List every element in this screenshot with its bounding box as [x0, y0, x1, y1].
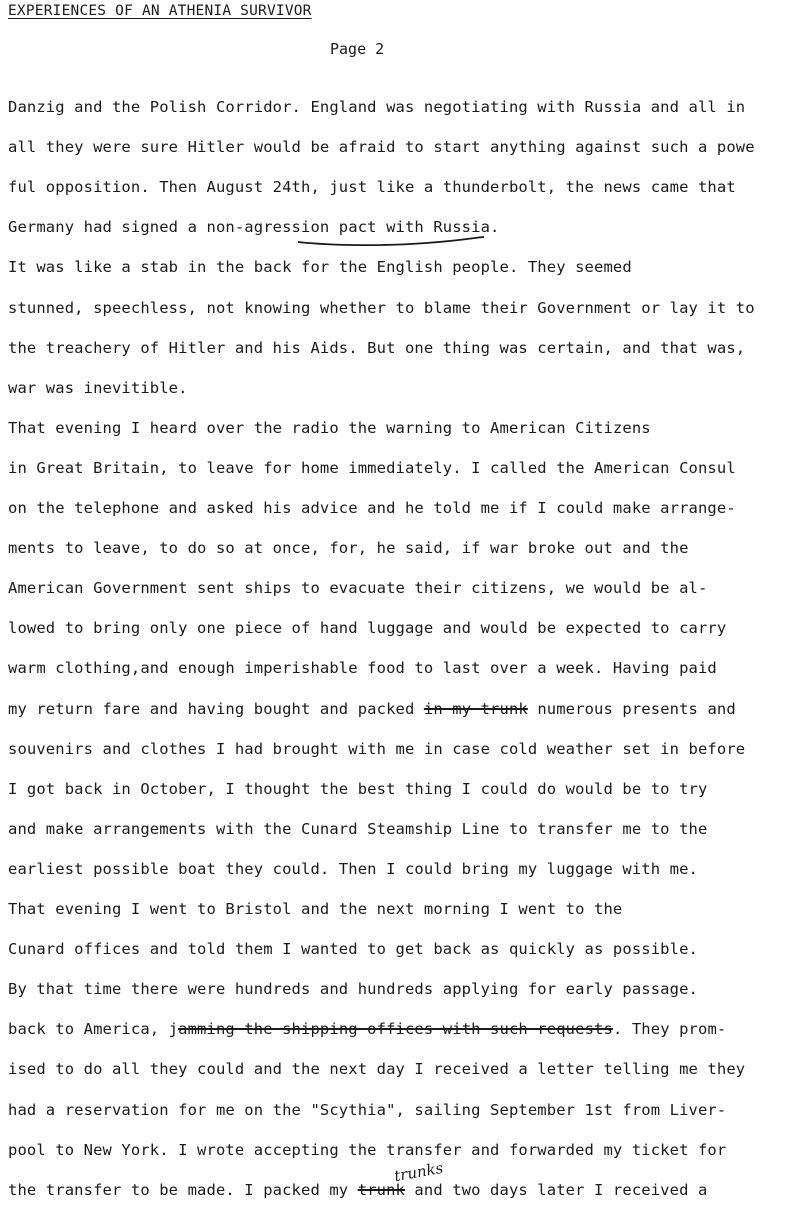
text-line: lowed to bring only one piece of hand luggage and would be expected to carry	[8, 619, 727, 638]
line-segment: numerous presents and	[527, 699, 736, 718]
text-line: ised to do all they could and the next day I received a letter telling me they	[8, 1060, 746, 1079]
line-segment: back to America, j	[8, 1020, 179, 1039]
text-line: That evening I went to Bristol and the next morning I went to the	[8, 900, 623, 918]
struck-text: in my trunk	[423, 699, 528, 718]
text-line: I got back in October, I thought the best thing I could do would be to try	[8, 779, 708, 798]
text-line: That evening I heard over the radio the warning to American Citizens	[8, 418, 651, 437]
text-line: souvenirs and clothes I had brought with me in case cold weather set in before	[8, 739, 746, 758]
text-line: Cunard offices and told them I wanted to get back as quickly as possible.	[8, 940, 698, 959]
text-line: ments to leave, to do so at once, for, he said, if war broke out and the	[8, 539, 689, 558]
line-segment: the transfer to be made. I packed my	[8, 1180, 358, 1199]
struck-text: amming the shipping offices with such requests	[178, 1020, 613, 1039]
text-line: and make arrangements with the Cunard Steamship Line to transfer me to the	[8, 819, 708, 838]
text-line: ful opposition. Then August 24th, just like a thunderbolt, the news came that	[8, 178, 736, 197]
text-line: By that time there were hundreds and hundreds applying for early passage.	[8, 980, 698, 999]
text-line: all they were sure Hitler would be afraid to start anything against such a powe	[8, 138, 755, 157]
line-segment: and two days later I received a	[404, 1180, 708, 1199]
text-line: pool to New York. I wrote accepting the transfer and forwarded my ticket for	[8, 1140, 727, 1159]
text-line: earliest possible boat they could. Then I could bring my luggage with me.	[8, 859, 698, 878]
struck-text: trunk	[357, 1180, 405, 1199]
page-number: Page 2	[330, 40, 385, 58]
text-line: It was like a stab in the back for the English people. They seemed	[8, 258, 632, 277]
text-line: the treachery of Hitler and his Aids. But one thing was certain, and that was,	[8, 338, 746, 357]
text-line: war was inevitible.	[8, 378, 188, 397]
text-line	[8, 1180, 707, 1200]
text-line: on the telephone and asked his advice and he told me if I could make arrange-	[8, 499, 736, 517]
document-title: EXPERIENCES OF AN ATHENIA SURVIVOR	[8, 3, 312, 19]
text-line	[8, 699, 736, 719]
line-segment: my return fare and having bought and packed	[8, 699, 424, 718]
text-line: American Government sent ships to evacuate their citizens, we would be al-	[8, 579, 708, 598]
text-line: stunned, speechless, not knowing whether to blame their Government or lay it to	[8, 298, 755, 317]
line-segment: . They prom-	[612, 1020, 727, 1039]
text-line: had a reservation for me on the "Scythia", sailing September 1st from Liver-	[8, 1100, 727, 1119]
text-line: Danzig and the Polish Corridor. England was negotiating with Russia and all in	[8, 98, 746, 116]
handwritten-insertion: trunks	[392, 1158, 445, 1186]
text-line	[8, 1019, 726, 1039]
text-line: in Great Britain, to leave for home immediately. I called the American Consul	[8, 458, 736, 477]
text-line: warm clothing,and enough imperishable food to last over a week. Having paid	[8, 659, 717, 678]
text-line: Germany had signed a non-agression pact with Russia.	[8, 218, 500, 237]
